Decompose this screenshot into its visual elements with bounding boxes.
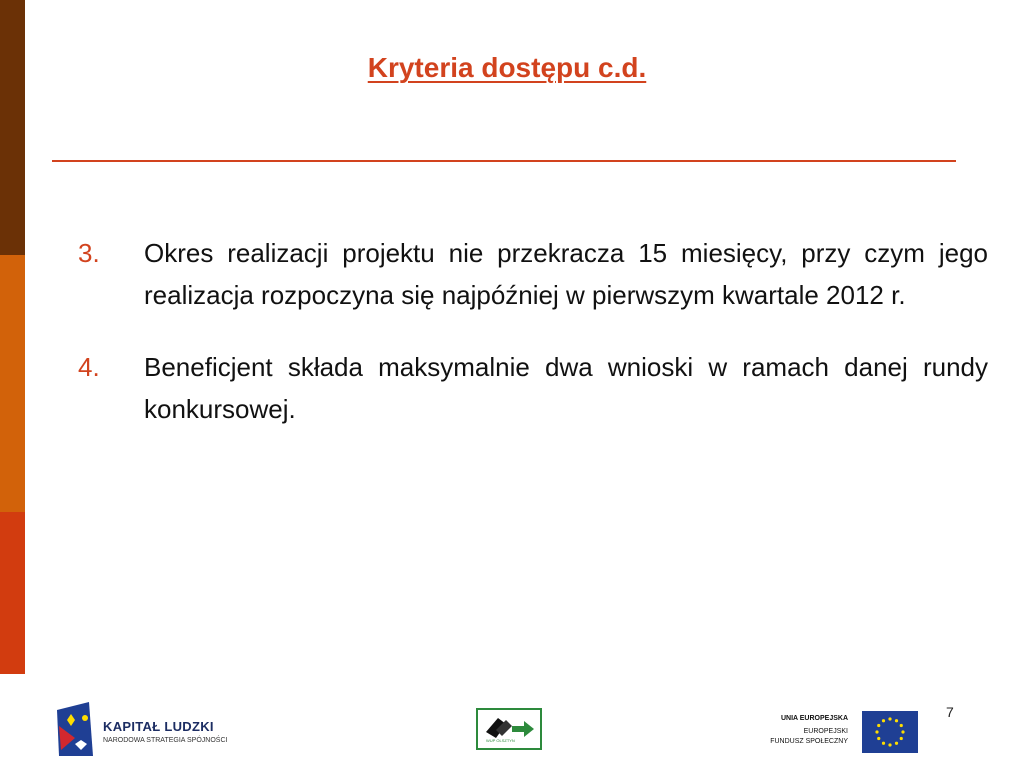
wup-logo — [476, 708, 542, 750]
sidebar-stripe-bottom — [0, 512, 25, 674]
list-item-number: 4. — [78, 352, 100, 382]
title-divider — [52, 160, 956, 162]
list-item-number: 3. — [78, 238, 100, 268]
list-item-text: Okres realizacji projektu nie przekracza 15 miesięcy, przy czym jego realizacja rozpoczyna się najpóźniej w pierwszym kwartale 2012 r. — [144, 238, 988, 310]
slide-title: Kryteria dostępu c.d. — [367, 52, 647, 83]
eu-star — [895, 742, 898, 745]
eu-star — [900, 724, 903, 727]
eu-star — [877, 724, 880, 727]
list-item — [78, 232, 988, 316]
eu-star — [888, 743, 891, 746]
sidebar-stripe-middle — [0, 255, 25, 512]
eu-star — [900, 737, 903, 740]
slide-number: 7 — [946, 704, 954, 720]
eu-star — [875, 730, 878, 733]
kapital-ludzki-subtitle: NARODOWA STRATEGIA SPÓJNOŚCI — [103, 737, 228, 744]
eu-star — [877, 737, 880, 740]
eu-star — [888, 717, 891, 720]
eu-flag-icon — [862, 711, 918, 753]
eu-logo-line2: EUROPEJSKI — [803, 728, 848, 735]
eu-logo — [770, 710, 920, 756]
eu-star — [882, 742, 885, 745]
eu-logo-line3: FUNDUSZ SPOŁECZNY — [770, 738, 848, 745]
sidebar-stripe-top — [0, 0, 25, 255]
eu-star — [882, 719, 885, 722]
kapital-ludzki-emblem-icon — [55, 700, 99, 758]
list-item-text: Beneficjent składa maksymalnie dwa wnioski w ramach danej rundy konkursowej. — [144, 352, 988, 424]
eu-star — [895, 719, 898, 722]
eu-logo-line1: UNIA EUROPEJSKA — [780, 715, 848, 722]
list-item — [78, 346, 988, 430]
eu-star — [901, 730, 904, 733]
kapital-ludzki-logo — [55, 700, 245, 758]
criteria-list — [78, 232, 988, 460]
kapital-ludzki-title: KAPITAŁ LUDZKI — [103, 719, 214, 734]
wup-logo-text: WUP OLSZTYN — [486, 738, 515, 743]
